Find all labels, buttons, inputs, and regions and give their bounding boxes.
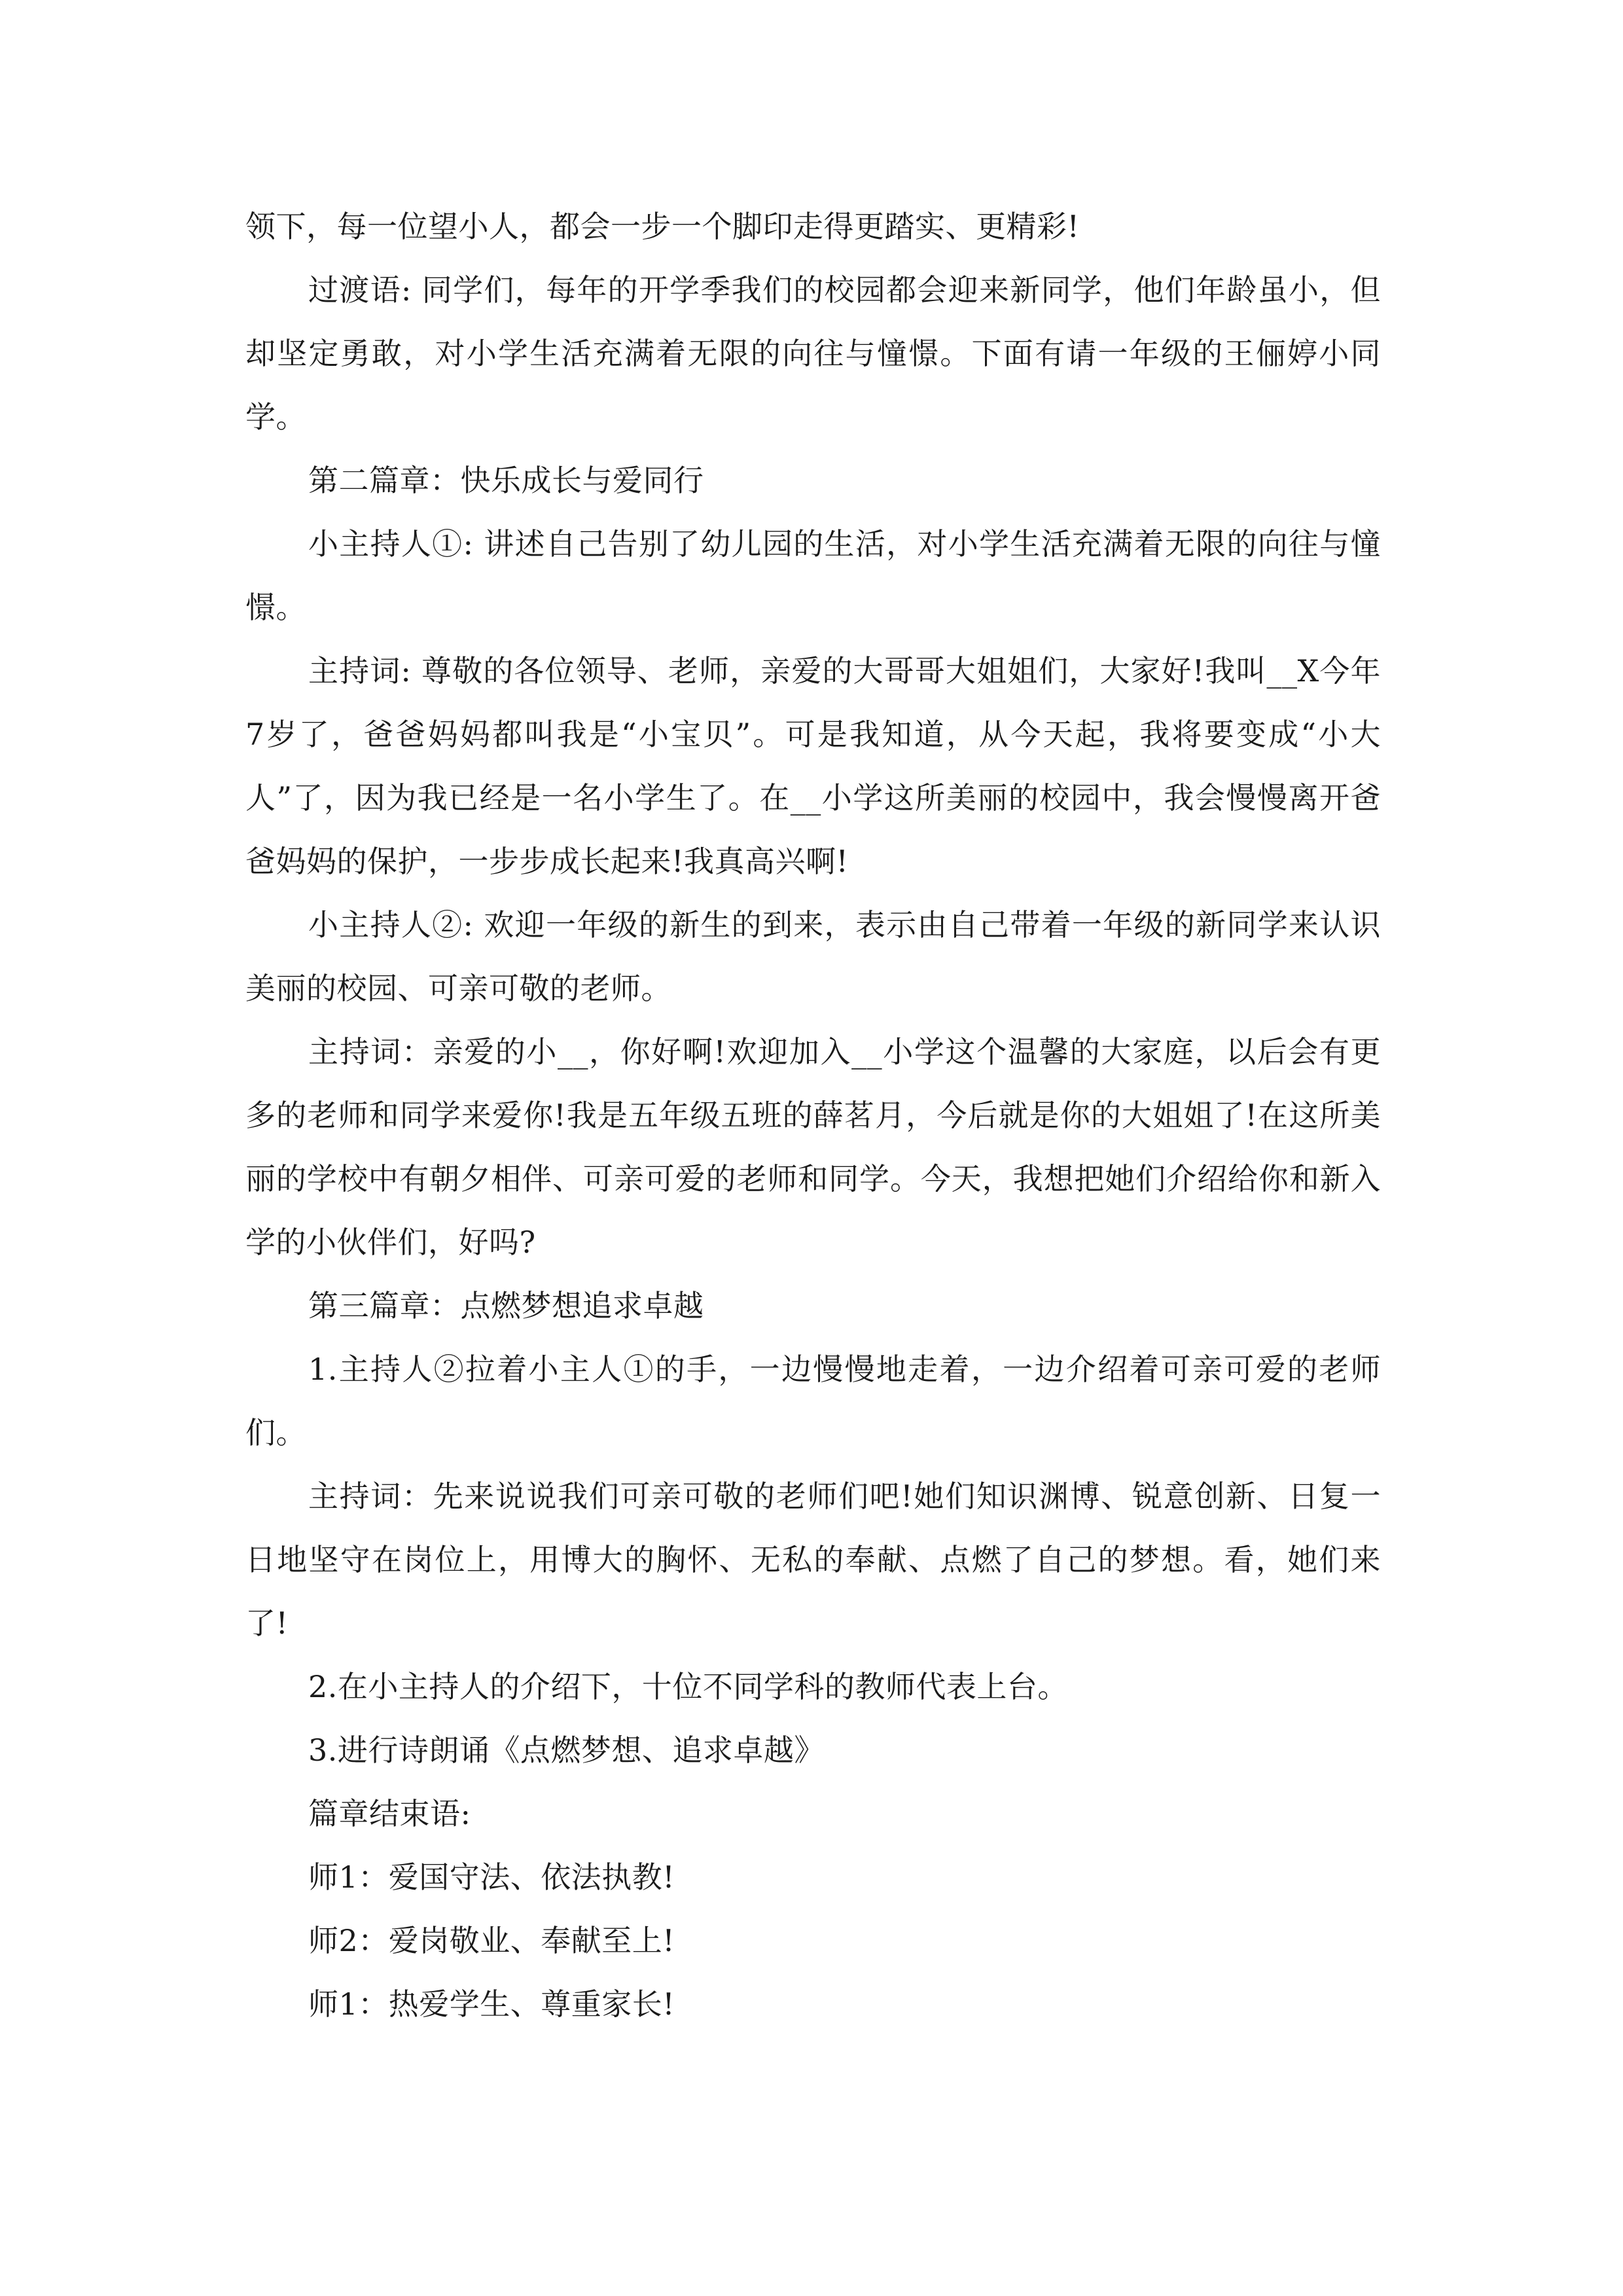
- chapter-two-heading: 第二篇章：快乐成长与爱同行: [308, 463, 704, 498]
- paragraph-teacher-line-one: 师1：爱国守法、依法执教!: [308, 1859, 675, 1895]
- chapter-three-heading: 第三篇章：点燃梦想追求卓越: [308, 1288, 704, 1323]
- paragraph-host-speech-two: 主持词：亲爱的小__，你好啊!欢迎加入__小学这个温馨的大家庭，以后会有更多的老师和同学来爱你!我是五年级五班的薛茗月，今后就是你的大姐姐了!在这所美丽的学校中有朝夕相伴、可亲可爱的老师和同学。今天，我想把她们介绍给你和新入学的小伙伴们，好吗?: [245, 1034, 1381, 1260]
- paragraph-transition: 过渡语: 同学们，每年的开学季我们的校园都会迎来新同学，他们年龄虽小，但却坚定勇敢，对小学生活充满着无限的向往与憧憬。下面有请一年级的王俪婷小同学。: [245, 272, 1381, 435]
- paragraph-continuation: 领下，每一位望小人，都会一步一个脚印走得更踏实、更精彩!: [245, 209, 1080, 244]
- paragraph-teacher-line-three: 师1：热爱学生、尊重家长!: [308, 1986, 675, 2022]
- paragraph-host-speech-one: 主持词: 尊敬的各位领导、老师，亲爱的大哥哥大姐姐们，大家好!我叫__X今年7岁了，爸爸妈妈都叫我是“小宝贝”。可是我知道，从今天起，我将要变成“小大人”了，因为我已经是一名小学生了。在__小学这所美丽的校园中，我会慢慢离开爸爸妈妈的保护，一步步成长起来!我真高兴啊!: [245, 653, 1381, 879]
- paragraph-teacher-line-two: 师2：爱岗敬业、奉献至上!: [308, 1923, 675, 1958]
- chapter-closing-heading: 篇章结束语:: [308, 1796, 471, 1831]
- paragraph-step-two: 2.在小主持人的介绍下，十位不同学科的教师代表上台。: [308, 1669, 1068, 1704]
- paragraph-step-three: 3.进行诗朗诵《点燃梦想、追求卓越》: [308, 1732, 825, 1768]
- paragraph-step-one: 1.主持人②拉着小主人①的手，一边慢慢地走着，一边介绍着可亲可爱的老师们。: [245, 1352, 1381, 1450]
- paragraph-host-speech-three: 主持词：先来说说我们可亲可敬的老师们吧!她们知识渊博、锐意创新、日复一日地坚守在岗位上，用博大的胸怀、无私的奉献、点燃了自己的梦想。看，她们来了!: [245, 1479, 1381, 1641]
- document-body: [245, 195, 1381, 2036]
- paragraph-host-one-intro: 小主持人①: 讲述自己告别了幼儿园的生活，对小学生活充满着无限的向往与憧憬。: [245, 526, 1381, 625]
- paragraph-host-two-intro: 小主持人②: 欢迎一年级的新生的到来，表示由自己带着一年级的新同学来认识美丽的校园、可亲可敬的老师。: [245, 907, 1381, 1006]
